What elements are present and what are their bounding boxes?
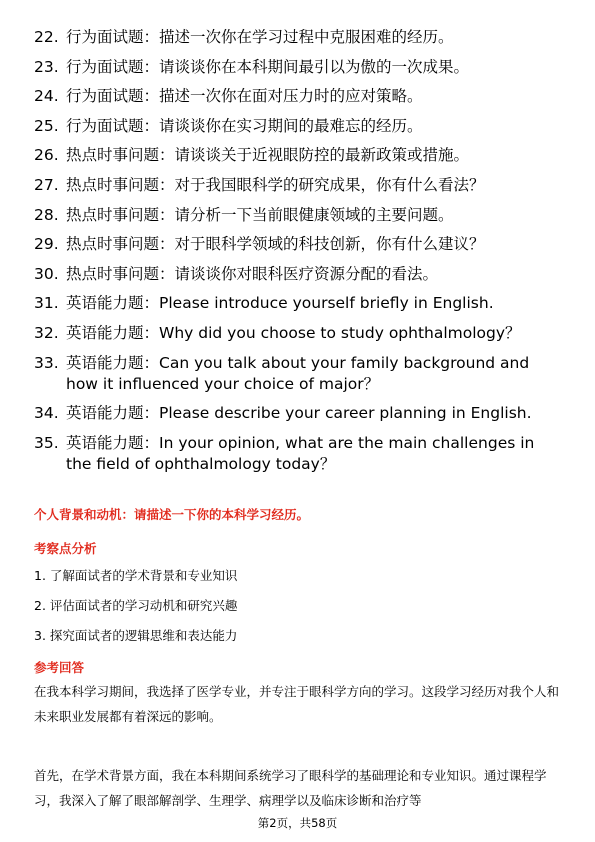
question-text: 热点时事问题：请谈谈你对眼科医疗资源分配的看法。 [66,264,439,283]
question-item [34,264,564,285]
question-number: 26. [34,146,59,165]
question-number: 30. [34,264,59,283]
page-number: 第2页，共58页 [257,816,338,830]
question-item [34,145,564,166]
question-number: 24. [34,87,59,106]
answer-heading: 参考回答 [34,660,85,675]
question-number: 34. [34,404,59,423]
question-text: 英语能力题：Can you talk about your family background and how it influenced your choice of major？ [66,353,530,393]
analysis-item: 3. 探究面试者的逻辑思维和表达能力 [34,628,238,643]
question-item [34,57,564,78]
section-title: 个人背景和动机：请描述一下你的本科学习经历。 [34,507,310,522]
analysis-heading: 考察点分析 [34,541,97,556]
question-number: 32. [34,323,59,342]
question-item [34,433,564,475]
question-text: 英语能力题：In your opinion, what are the main challenges in the field of ophthalmology today？ [66,433,535,473]
question-item [34,353,564,395]
question-list [34,27,564,483]
question-item [34,293,564,314]
question-text: 行为面试题：描述一次你在面对压力时的应对策略。 [66,87,423,106]
answer-paragraph: 在我本科学习期间，我选择了医学专业，并专注于眼科学方向的学习。这段学习经历对我个人和未来职业发展都有着深远的影响。 [34,684,560,724]
answer-paragraph: 首先，在学术背景方面，我在本科期间系统学习了眼科学的基础理论和专业知识。通过课程学习，我深入了解了眼部解剖学、生理学、病理学以及临床诊断和治疗等 [34,768,547,808]
question-text: 热点时事问题：对于我国眼科学的研究成果，你有什么看法？ [66,175,485,194]
answer-section [34,506,564,813]
question-number: 35. [34,433,59,452]
question-text: 行为面试题：请谈谈你在本科期间最引以为傲的一次成果。 [66,57,470,76]
question-text: 热点时事问题：对于眼科学领域的科技创新，你有什么建议？ [66,235,485,254]
question-number: 33. [34,353,59,372]
question-number: 29. [34,235,59,254]
question-number: 22. [34,28,59,46]
question-item [34,27,564,48]
question-text: 行为面试题：请谈谈你在实习期间的最难忘的经历。 [66,116,423,135]
question-number: 25. [34,116,59,135]
question-item [34,86,564,107]
question-number: 31. [34,294,59,313]
question-text: 英语能力题：Please describe your career planning in English. [66,404,532,423]
analysis-item: 1. 了解面试者的学术背景和专业知识 [34,568,238,583]
question-item [34,234,564,255]
analysis-item: 2. 评估面试者的学习动机和研究兴趣 [34,598,238,613]
question-item [34,205,564,226]
question-item [34,323,564,344]
question-text: 热点时事问题：请谈谈关于近视眼防控的最新政策或措施。 [66,146,470,165]
question-number: 28. [34,205,59,224]
question-text: 英语能力题：Why did you choose to study ophthalmology？ [66,323,521,342]
question-text: 行为面试题：描述一次你在学习过程中克服困难的经历。 [66,28,454,46]
question-item [34,175,564,196]
question-item [34,116,564,137]
question-text: 热点时事问题：请分析一下当前眼健康领域的主要问题。 [66,205,454,224]
question-item [34,403,564,424]
question-text: 英语能力题：Please introduce yourself briefly in English. [66,294,494,313]
question-number: 27. [34,175,59,194]
question-number: 23. [34,57,59,76]
